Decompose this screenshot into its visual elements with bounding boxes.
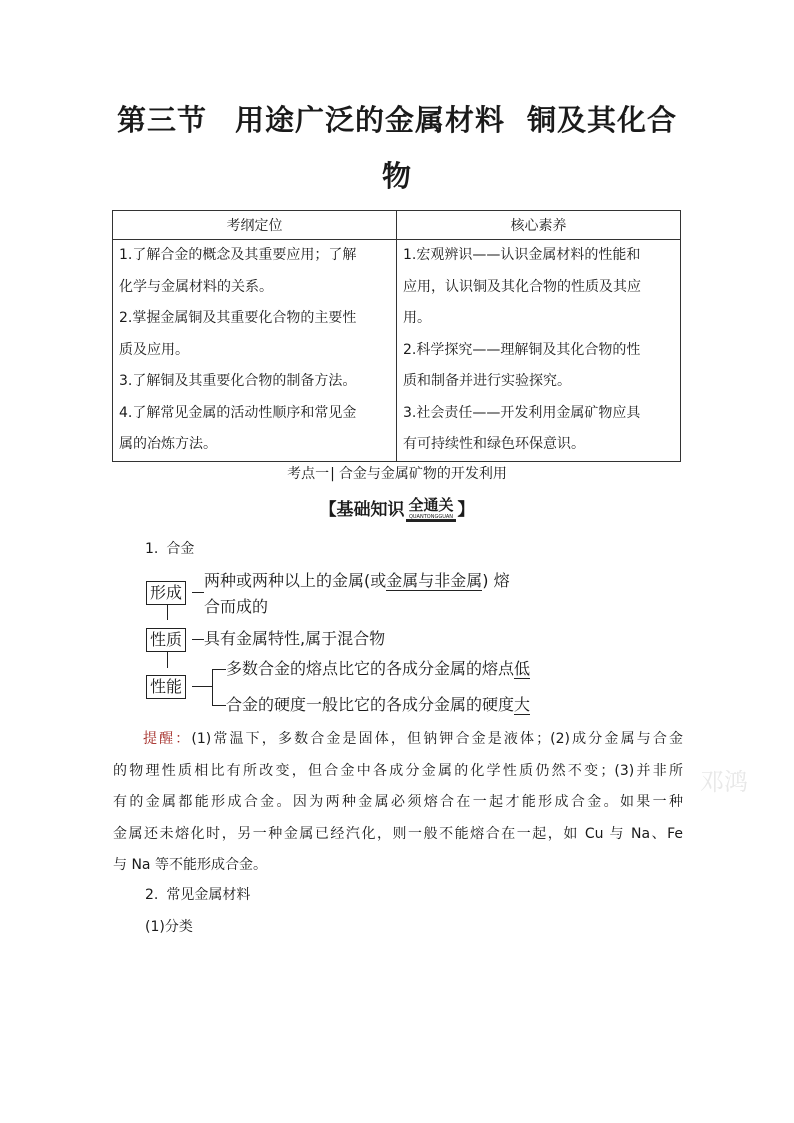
watermark: 邓鸿 xyxy=(700,768,748,796)
section-2-heading xyxy=(145,884,250,904)
performance-brace-top xyxy=(212,669,226,670)
objectives-right-line: 2.科学探究——理解铜及其化合物的性 xyxy=(403,341,641,358)
table-header-hexin: 核心素养 xyxy=(397,211,681,240)
tip-line-1 xyxy=(113,724,683,756)
table-header-kaogang: 考纲定位 xyxy=(113,211,397,240)
box-performance: 性能 xyxy=(146,675,186,699)
section-2-title: 常见金属材料 xyxy=(166,887,251,903)
section-1-heading xyxy=(145,538,194,558)
formation-text-a: 两种或两种以上的金属(或 xyxy=(204,571,387,590)
property-text: 具有金属特性,属于混合物 xyxy=(204,629,386,648)
section-1-number: 1. xyxy=(145,541,159,557)
badge-pinyin: QUANTONGGUAN xyxy=(408,514,454,520)
performance-dash xyxy=(192,686,212,687)
objectives-right-line: 1.宏观辨识——认识金属材料的性能和 xyxy=(403,247,641,263)
objectives-left-line: 3.了解铜及其重要化合物的制备方法。 xyxy=(119,373,357,389)
banner-right: 】 xyxy=(457,500,475,520)
tip-line-text: (1)常温下，多数合金是固体，但钠钾合金是液体；(2)成分金属与合金 xyxy=(191,731,683,747)
objectives-table xyxy=(112,210,681,462)
title-section: 第三节 xyxy=(116,103,207,137)
objectives-left-cell xyxy=(113,240,397,462)
formation-line1 xyxy=(204,570,510,592)
objectives-right-line: 有可持续性和绿色环保意识。 xyxy=(403,436,585,452)
objectives-right-line: 应用，认识铜及其化合物的性质及其应 xyxy=(403,278,641,295)
tip-label: 提醒： xyxy=(143,731,192,747)
performance-item1-text: 多数合金的熔点比它的各成分金属的熔点 xyxy=(226,659,515,678)
alloy-concept-diagram xyxy=(146,568,586,718)
tip-line-2: 的物理性质相比有所改变，但合金中各成分金属的化学性质仍然不变；(3)并非所 xyxy=(113,762,683,779)
formation-underlined: 金属与非金属 xyxy=(386,571,483,590)
kaodian-heading xyxy=(0,463,794,483)
page-title-line2: 物 xyxy=(381,159,412,193)
objectives-right-line: 用。 xyxy=(403,310,431,326)
performance-brace xyxy=(212,669,213,706)
formation-dash xyxy=(192,592,204,593)
tip-line-3: 有的金属都能形成合金。因为两种金属必须熔合在一起才能形成合金。如果一种 xyxy=(113,794,683,810)
badge-text: 全通关 xyxy=(408,496,454,514)
performance-item2 xyxy=(226,694,530,716)
objectives-left-line: 1.了解合金的概念及其重要应用；了解 xyxy=(119,247,357,263)
objectives-left-line: 化学与金属材料的关系。 xyxy=(119,278,273,295)
title-topic: 用途广泛的金属材料 xyxy=(234,103,505,137)
performance-item2-text: 合金的硬度一般比它的各成分金属的硬度 xyxy=(226,695,515,714)
objectives-left-line: 属的冶炼方法。 xyxy=(119,436,217,452)
tip-line-5: 与 Na 等不能形成合金。 xyxy=(113,857,267,873)
kaodian-text: 合金与金属矿物的开发利用 xyxy=(338,466,507,482)
box-property: 性质 xyxy=(146,628,186,652)
section-2-sub: (1)分类 xyxy=(145,919,193,935)
performance-item1-answer: 低 xyxy=(514,659,531,678)
section-1-title: 合金 xyxy=(166,541,195,557)
formation-line2: 合而成的 xyxy=(204,597,269,616)
objectives-right-line: 质和制备并进行实验探究。 xyxy=(403,373,571,389)
performance-brace-bottom xyxy=(212,705,226,706)
basic-knowledge-banner xyxy=(0,495,794,522)
connector-line xyxy=(167,604,168,620)
box-formation: 形成 xyxy=(146,581,186,605)
kaodian-label: 考点一 xyxy=(287,466,330,482)
title-topic-2: 铜及其化合 xyxy=(527,103,678,137)
tip-paragraph xyxy=(113,724,683,882)
performance-item1 xyxy=(226,658,530,680)
performance-item2-answer: 大 xyxy=(514,695,531,714)
objectives-right-line: 3.社会责任——开发利用金属矿物应具 xyxy=(403,404,641,421)
quantongguan-badge xyxy=(406,498,455,522)
objectives-right-cell xyxy=(397,240,681,462)
section-2-number: 2. xyxy=(145,887,159,903)
page-title-line1 xyxy=(0,98,794,139)
tip-line-4: 金属还未熔化时，另一种金属已经汽化，则一般不能熔合在一起，如 Cu 与 Na、Fe xyxy=(113,825,683,842)
property-dash xyxy=(192,639,204,640)
objectives-left-line: 2.掌握金属铜及其重要化合物的主要性 xyxy=(119,310,357,326)
formation-text-b: ) 熔 xyxy=(482,571,510,590)
banner-left: 【基础知识 xyxy=(319,500,405,520)
objectives-left-line: 4.了解常见金属的活动性顺序和常见金 xyxy=(119,404,357,421)
kaodian-bar: | xyxy=(330,466,335,482)
objectives-left-line: 质及应用。 xyxy=(119,341,189,358)
